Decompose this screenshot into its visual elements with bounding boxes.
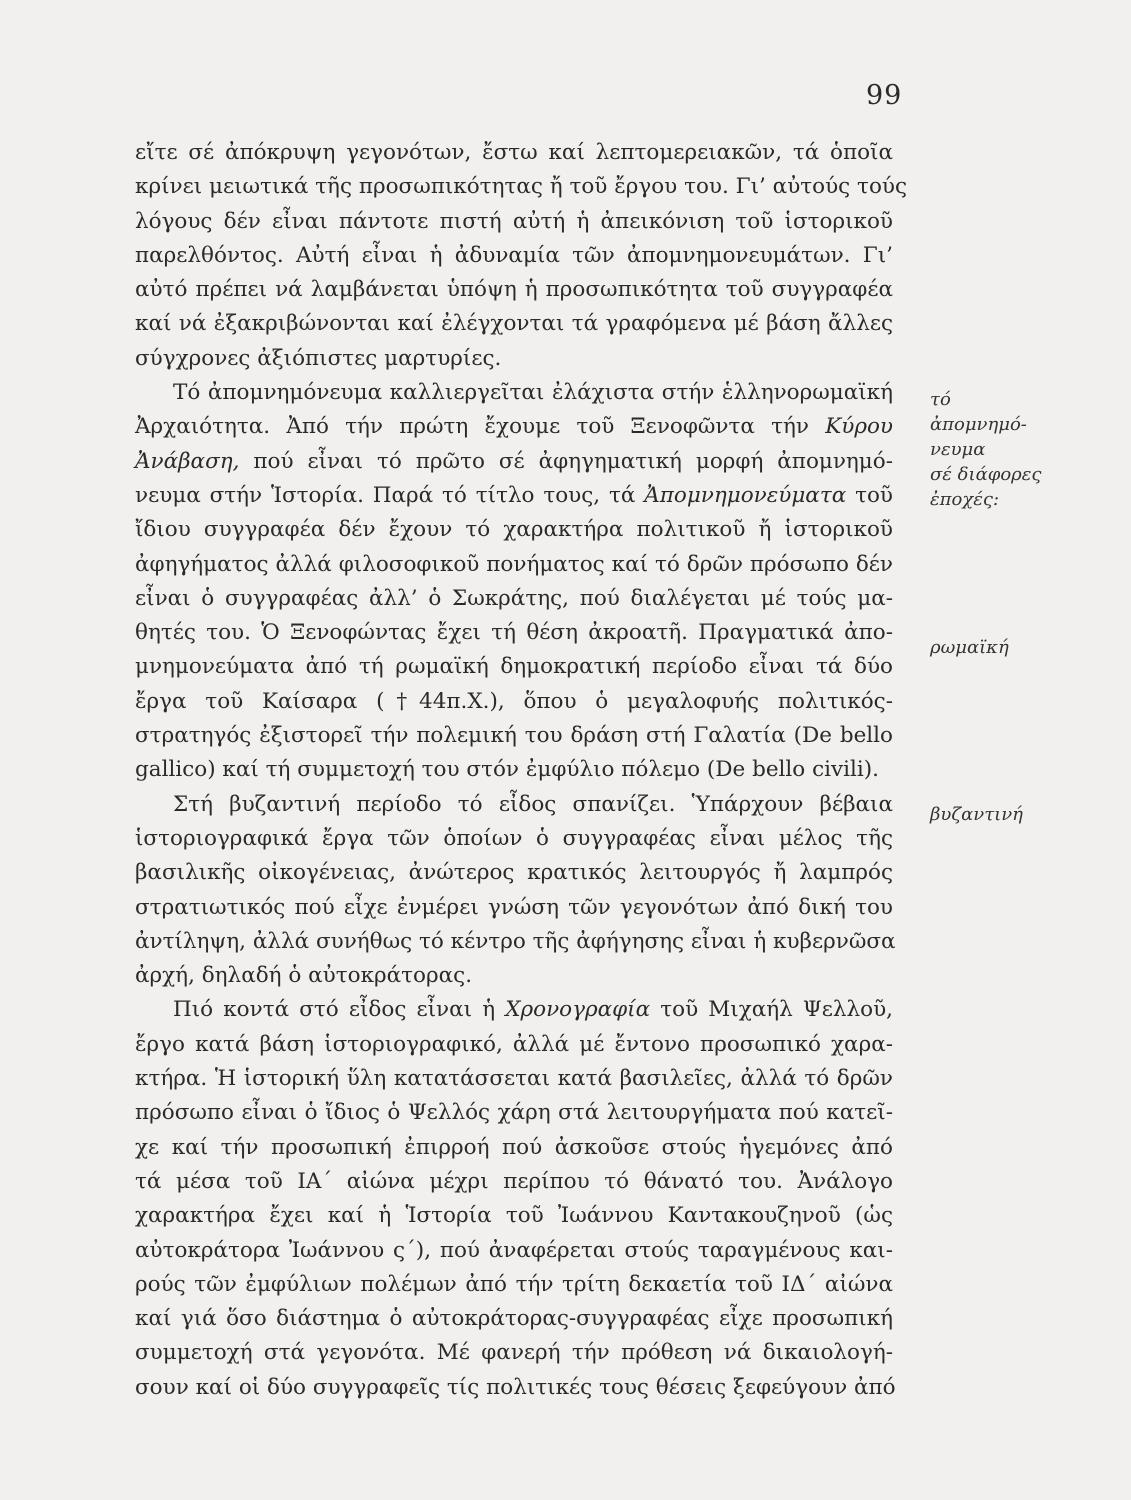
text-line: μνημονεύματα ἀπό τή ρωμαϊκή δημοκρατική περίοδο εἶναι τά δύο <box>135 654 893 680</box>
margin-note-memoir-eras <box>930 387 1041 512</box>
margin-note-roman <box>930 635 1009 660</box>
margin-note-byzantine <box>930 802 1023 827</box>
book-title: Χρονογραφία <box>505 997 651 1023</box>
text-line: Πιό κοντά στό εἶδος εἶναι ἡ Χρονογραφία τοῦ Μιχαήλ Ψελλοῦ, <box>173 997 893 1023</box>
text-line: αὐτό πρέπει νά λαμβάνεται ὑπόψη ἡ προσωπικότητα τοῦ συγγραφέα <box>135 277 893 303</box>
text-line: σουν καί οἱ δύο συγγραφεῖς τίς πολιτικές τους θέσεις ξεφεύγουν ἀπό <box>135 1374 896 1400</box>
text-line: καί γιά ὅσο διάστημα ὁ αὐτοκράτορας-συγγραφέας εἶχε προσωπική <box>135 1306 893 1332</box>
text-line: ἔργο κατά βάση ἱστοριογραφικό, ἀλλά μέ ἔντονο προσωπικό χαρα- <box>135 1031 893 1057</box>
text-line: στρατηγός ἐξιστορεῖ τήν πολεμική του δράση στή Γαλατία (De bello <box>135 723 893 749</box>
text-line: πρόσωπο εἶναι ὁ ἴδιος ὁ Ψελλός χάρη στά λειτουργήματα πού κατεῖ- <box>135 1100 893 1126</box>
text-line: σύγχρονες ἀξιόπιστες μαρτυρίες. <box>135 345 502 371</box>
text-line: παρελθόντος. Αὐτή εἶναι ἡ ἀδυναμία τῶν ἀπομνημονευμάτων. Γι’ <box>135 242 893 268</box>
text-line: εἶναι ὁ συγγραφέας ἀλλ’ ὁ Σωκράτης, πού διαλέγεται μέ τούς μα- <box>135 585 893 611</box>
text-line: ἀρχή, δηλαδή ὁ αὐτοκράτορας. <box>135 963 473 989</box>
book-title: Ἀνάβαση, <box>135 448 240 474</box>
text-line: χε καί τήν προσωπική ἐπιρροή πού ἀσκοῦσε στούς ἡγεμόνες ἀπό <box>135 1134 893 1160</box>
text-line: ἀντίληψη, ἀλλά συνήθως τό κέντρο τῆς ἀφήγησης εἶναι ἡ κυβερνῶσα <box>135 928 896 954</box>
text-line: ἴδιου συγγραφέα δέν ἔχουν τό χαρακτήρα πολιτικοῦ ἤ ἱστορικοῦ <box>135 517 893 543</box>
text-line: ἀφηγήματος ἀλλά φιλοσοφικοῦ πονήματος καί τό δρῶν πρόσωπο δέν <box>135 551 893 577</box>
margin-note-line: ἐποχές: <box>930 489 1000 510</box>
body-text <box>135 136 907 1405</box>
margin-note-line: ρωμαϊκή <box>930 637 1009 658</box>
book-title: Ἀπομνημονεύματα <box>644 482 847 508</box>
text-line: νευμα στήν Ἱστορία. Παρά τό τίτλο τους, τά Ἀπομνημονεύματα τοῦ <box>135 482 893 508</box>
text-line: εἴτε σέ ἀπόκρυψη γεγονότων, ἔστω καί λεπτομερειακῶν, τά ὁποῖα <box>135 140 893 165</box>
text-line: βασιλικῆς οἰκογένειας, ἀνώτερος κρατικός λειτουργός ἤ λαμπρός <box>135 860 893 886</box>
text-line: Στή βυζαντινή περίοδο τό εἶδος σπανίζει. Ὑπάρχουν βέβαια <box>173 791 893 817</box>
text-line: Ἀνάβαση, πού εἶναι τό πρῶτο σέ ἀφηγηματική μορφή ἀπομνημό- <box>135 448 893 474</box>
text-line: αὐτοκράτορα Ἰωάννου ς´), πού ἀναφέρεται στούς ταραγμένους και- <box>135 1237 893 1263</box>
text-line: θητές του. Ὁ Ξενοφώντας ἔχει τή θέση ἀκροατῆ. Πραγματικά ἀπο- <box>135 620 893 646</box>
text-line: στρατιωτικός πού εἶχε ἐνμέρει γνώση τῶν γεγονότων ἀπό δική του <box>135 894 893 920</box>
margin-note-line: σέ διάφορες <box>930 464 1042 485</box>
text-line: gallico) καί τή συμμετοχή του στόν ἐμφύλιο πόλεμο (De bello civili). <box>135 757 879 783</box>
text-line: χαρακτήρα ἔχει καί ἡ Ἱστορία τοῦ Ἰωάννου Καντακουζηνοῦ (ὡς <box>135 1203 893 1229</box>
text-line: τά μέσα τοῦ ΙΑ´ αἰώνα μέχρι περίπου τό θάνατό του. Ἀνάλογο <box>135 1168 893 1194</box>
page-number: 99 <box>866 80 903 111</box>
text-line: Τό ἀπομνημόνευμα καλλιεργεῖται ἐλάχιστα στήν ἑλληνορωμαϊκή <box>173 380 893 406</box>
margin-note-line: τό <box>930 389 951 410</box>
text-line: λόγους δέν εἶναι πάντοτε πιστή αὐτή ἡ ἀπεικόνιση τοῦ ἱστορικοῦ <box>135 208 893 234</box>
margin-note-line: νευμα <box>930 439 986 460</box>
text-line: κτήρα. Ἡ ἱστορική ὕλη κατατάσσεται κατά βασιλεῖες, ἀλλά τό δρῶν <box>135 1066 893 1092</box>
text-line: Ἀρχαιότητα. Ἀπό τήν πρώτη ἔχουμε τοῦ Ξενοφῶντα τήν Κύρου <box>135 414 893 440</box>
book-title: Κύρου <box>825 414 893 440</box>
margin-note-line: βυζαντινή <box>930 804 1023 825</box>
margin-note-line: ἀπομνημό- <box>930 414 1027 435</box>
text-line: κρίνει μειωτικά τῆς προσωπικότητας ἤ τοῦ ἔργου του. Γι’ αὐτούς τούς <box>135 174 907 200</box>
text-line: συμμετοχή στά γεγονότα. Μέ φανερή τήν πρόθεση νά δικαιολογή- <box>135 1340 893 1366</box>
text-line: καί νά ἐξακριβώνονται καί ἐλέγχονται τά γραφόμενα μέ βάση ἄλλες <box>135 311 893 337</box>
text-line: ρούς τῶν ἐμφύλιων πολέμων ἀπό τήν τρίτη δεκαετία τοῦ ΙΔ´ αἰώνα <box>135 1271 893 1297</box>
text-line: ἔργα τοῦ Καίσαρα (†44π.Χ.), ὅπου ὁ μεγαλοφυής πολιτικός- <box>135 688 893 714</box>
text-line: ἱστοριογραφικά ἔργα τῶν ὁποίων ὁ συγγραφέας εἶναι μέλος τῆς <box>135 825 893 851</box>
